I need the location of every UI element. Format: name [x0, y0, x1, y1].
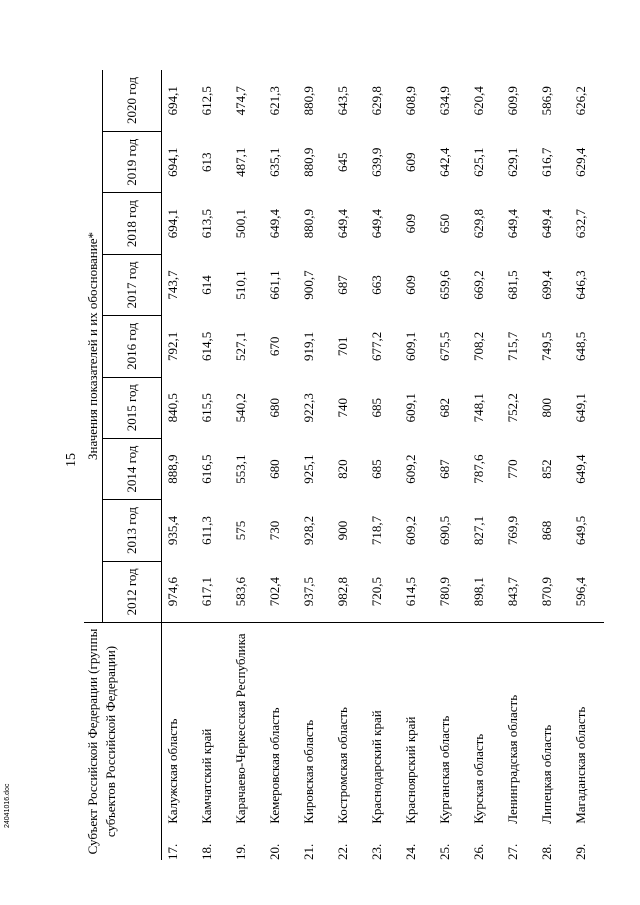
value-cell: 694,1 — [165, 86, 180, 116]
region-name: Кировская область — [298, 623, 332, 824]
row-number: 18. — [199, 843, 214, 860]
value-cell: 649,4 — [369, 208, 384, 239]
value-cell: 694,1 — [165, 147, 180, 177]
value-cell: 649,4 — [335, 208, 350, 239]
value-cell: 748,1 — [471, 393, 486, 423]
table-row — [570, 70, 604, 860]
value-cell: 612,5 — [199, 86, 214, 116]
value-cell: 770 — [505, 459, 520, 479]
value-cell: 650 — [437, 213, 452, 234]
region-name: Курганская область — [434, 623, 468, 824]
row-number: 21. — [301, 843, 316, 860]
value-cell: 715,7 — [505, 331, 520, 361]
value-cell: 880,9 — [301, 147, 316, 177]
value-cell: 919,1 — [301, 331, 316, 361]
row-number: 27. — [505, 843, 520, 860]
value-cell: 669,2 — [471, 270, 486, 300]
value-cell: 900 — [335, 520, 350, 541]
value-cell: 527,1 — [233, 331, 248, 361]
value-cell: 500,1 — [233, 208, 248, 239]
region-name: Костромская область — [332, 623, 366, 824]
value-cell: 629,1 — [505, 147, 520, 177]
value-cell: 935,4 — [165, 515, 180, 546]
row-number: 24. — [403, 843, 418, 860]
table-row — [434, 70, 468, 860]
value-cell: 596,4 — [573, 576, 588, 607]
region-name: Кемеровская область — [264, 623, 298, 824]
values-header: Значения показателей и их обоснование* — [84, 70, 103, 623]
value-cell: 740 — [335, 397, 350, 418]
value-cell: 583,6 — [233, 576, 248, 607]
value-cell: 743,7 — [165, 270, 180, 300]
value-cell: 690,5 — [437, 515, 452, 546]
value-cell: 661,1 — [267, 270, 282, 300]
value-cell: 609,2 — [403, 515, 418, 546]
value-cell: 687 — [437, 459, 452, 479]
document-code: 24041016.doc — [4, 783, 11, 828]
value-cell: 649,4 — [573, 454, 588, 484]
year-header: 2020 год — [103, 70, 162, 132]
value-cell: 626,2 — [573, 86, 588, 116]
value-cell: 639,9 — [369, 147, 384, 177]
value-cell: 617,1 — [199, 576, 214, 607]
value-cell: 749,5 — [539, 331, 554, 361]
value-cell: 898,1 — [471, 576, 486, 607]
value-cell: 620,4 — [471, 86, 486, 116]
value-cell: 608,9 — [403, 86, 418, 116]
value-cell: 621,3 — [267, 86, 282, 116]
value-cell: 609 — [403, 152, 418, 172]
value-cell: 632,7 — [573, 208, 588, 239]
subject-header: Субъект Российской Федерации (группы субъектов Российской Федерации) — [84, 623, 162, 860]
value-cell: 720,5 — [369, 576, 384, 607]
value-cell: 609,9 — [505, 86, 520, 116]
value-cell: 868 — [539, 520, 554, 541]
value-cell: 614 — [199, 275, 214, 295]
value-cell: 780,9 — [437, 576, 452, 607]
value-cell: 616,7 — [539, 147, 554, 177]
value-cell: 880,9 — [301, 86, 316, 116]
value-cell: 888,9 — [165, 454, 180, 484]
row-number: 17. — [165, 843, 180, 860]
value-cell: 982,8 — [335, 576, 350, 607]
value-cell: 609 — [403, 213, 418, 234]
value-cell: 792,1 — [165, 331, 180, 361]
value-cell: 974,6 — [165, 576, 180, 607]
row-number: 26. — [471, 843, 486, 860]
region-name: Курская область — [468, 623, 502, 824]
value-cell: 615,5 — [199, 393, 214, 423]
value-cell: 718,7 — [369, 515, 384, 546]
region-name: Краснодарский край — [366, 623, 400, 824]
value-cell: 487,1 — [233, 147, 248, 177]
row-number: 28. — [539, 843, 554, 860]
value-cell: 694,1 — [165, 208, 180, 239]
table-body — [162, 70, 605, 860]
value-cell: 682 — [437, 397, 452, 418]
value-cell: 510,1 — [233, 270, 248, 300]
year-header: 2012 год — [103, 561, 162, 622]
value-cell: 937,5 — [301, 576, 316, 607]
value-cell: 553,1 — [233, 454, 248, 484]
value-cell: 827,1 — [471, 515, 486, 546]
value-cell: 687 — [335, 275, 350, 295]
value-cell: 925,1 — [301, 454, 316, 484]
table-row — [366, 70, 400, 860]
value-cell: 649,1 — [573, 393, 588, 423]
value-cell: 730 — [267, 520, 282, 541]
value-cell: 922,3 — [301, 393, 316, 423]
region-name: Красноярский край — [400, 623, 434, 824]
row-number: 22. — [335, 843, 350, 860]
region-name: Камчатский край — [196, 623, 230, 824]
region-name: Калужская область — [162, 623, 197, 824]
value-cell: 752,2 — [505, 393, 520, 423]
value-cell: 611,3 — [199, 516, 214, 545]
value-cell: 820 — [335, 459, 350, 479]
value-cell: 685 — [369, 459, 384, 479]
value-cell: 649,4 — [505, 208, 520, 239]
value-cell: 928,2 — [301, 515, 316, 546]
table-row — [502, 70, 536, 860]
region-name: Липецкая область — [536, 623, 570, 824]
value-cell: 649,4 — [267, 208, 282, 239]
value-cell: 645 — [335, 152, 350, 172]
value-cell: 609,1 — [403, 331, 418, 361]
value-cell: 701 — [335, 336, 350, 357]
page-number: 15 — [64, 453, 79, 467]
value-cell: 642,4 — [437, 147, 452, 177]
row-number: 29. — [573, 843, 588, 860]
value-cell: 681,5 — [505, 270, 520, 300]
value-cell: 680 — [267, 459, 282, 479]
table-row — [230, 70, 264, 860]
value-cell: 540,2 — [233, 393, 248, 423]
value-cell: 843,7 — [505, 576, 520, 607]
value-cell: 643,5 — [335, 86, 350, 116]
value-cell: 613 — [199, 152, 214, 172]
region-name: Карачаево-Черкесская Республика — [230, 623, 264, 824]
table-row — [332, 70, 366, 860]
value-cell: 800 — [539, 397, 554, 418]
value-cell: 629,4 — [573, 147, 588, 177]
value-cell: 870,9 — [539, 576, 554, 607]
value-cell: 635,1 — [267, 147, 282, 177]
value-cell: 900,7 — [301, 270, 316, 300]
value-cell: 649,5 — [573, 515, 588, 546]
value-cell: 787,6 — [471, 454, 486, 484]
table-row — [264, 70, 298, 860]
value-cell: 575 — [233, 520, 248, 541]
value-cell: 648,5 — [573, 331, 588, 361]
value-cell: 680 — [267, 397, 282, 418]
row-number: 25. — [437, 843, 452, 860]
table-row — [536, 70, 570, 860]
value-cell: 685 — [369, 397, 384, 418]
value-cell: 880,9 — [301, 208, 316, 239]
year-header: 2013 год — [103, 500, 162, 561]
value-cell: 646,3 — [573, 270, 588, 300]
rotated-page — [60, 60, 588, 860]
row-number: 20. — [267, 843, 282, 860]
value-cell: 663 — [369, 275, 384, 295]
value-cell: 769,9 — [505, 515, 520, 546]
value-cell: 708,2 — [471, 331, 486, 361]
value-cell: 659,6 — [437, 270, 452, 300]
table-row — [298, 70, 332, 860]
table-row — [468, 70, 502, 860]
indicators-table — [84, 70, 604, 860]
value-cell: 609 — [403, 275, 418, 295]
table-row — [162, 70, 197, 860]
table-row — [196, 70, 230, 860]
row-number: 23. — [369, 843, 384, 860]
year-header: 2017 год — [103, 254, 162, 315]
value-cell: 677,2 — [369, 331, 384, 361]
value-cell: 613,5 — [199, 208, 214, 239]
year-header: 2015 год — [103, 377, 162, 438]
table-row — [400, 70, 434, 860]
value-cell: 625,1 — [471, 147, 486, 177]
year-header: 2018 год — [103, 193, 162, 254]
region-name: Ленинградская область — [502, 623, 536, 824]
value-cell: 586,9 — [539, 86, 554, 116]
value-cell: 852 — [539, 459, 554, 479]
value-cell: 649,4 — [539, 208, 554, 239]
value-cell: 614,5 — [403, 576, 418, 607]
year-header: 2016 год — [103, 316, 162, 377]
value-cell: 675,5 — [437, 331, 452, 361]
value-cell: 609,1 — [403, 393, 418, 423]
year-header: 2019 год — [103, 132, 162, 193]
year-header: 2014 год — [103, 438, 162, 499]
value-cell: 840,5 — [165, 393, 180, 423]
value-cell: 634,9 — [437, 86, 452, 116]
value-cell: 616,5 — [199, 454, 214, 484]
region-name: Магаданская область — [570, 623, 604, 824]
value-cell: 670 — [267, 336, 282, 357]
value-cell: 629,8 — [471, 208, 486, 239]
value-cell: 629,8 — [369, 86, 384, 116]
value-cell: 474,7 — [233, 86, 248, 116]
value-cell: 702,4 — [267, 576, 282, 607]
value-cell: 609,2 — [403, 454, 418, 484]
row-number: 19. — [233, 843, 248, 860]
value-cell: 614,5 — [199, 331, 214, 361]
value-cell: 699,4 — [539, 270, 554, 300]
